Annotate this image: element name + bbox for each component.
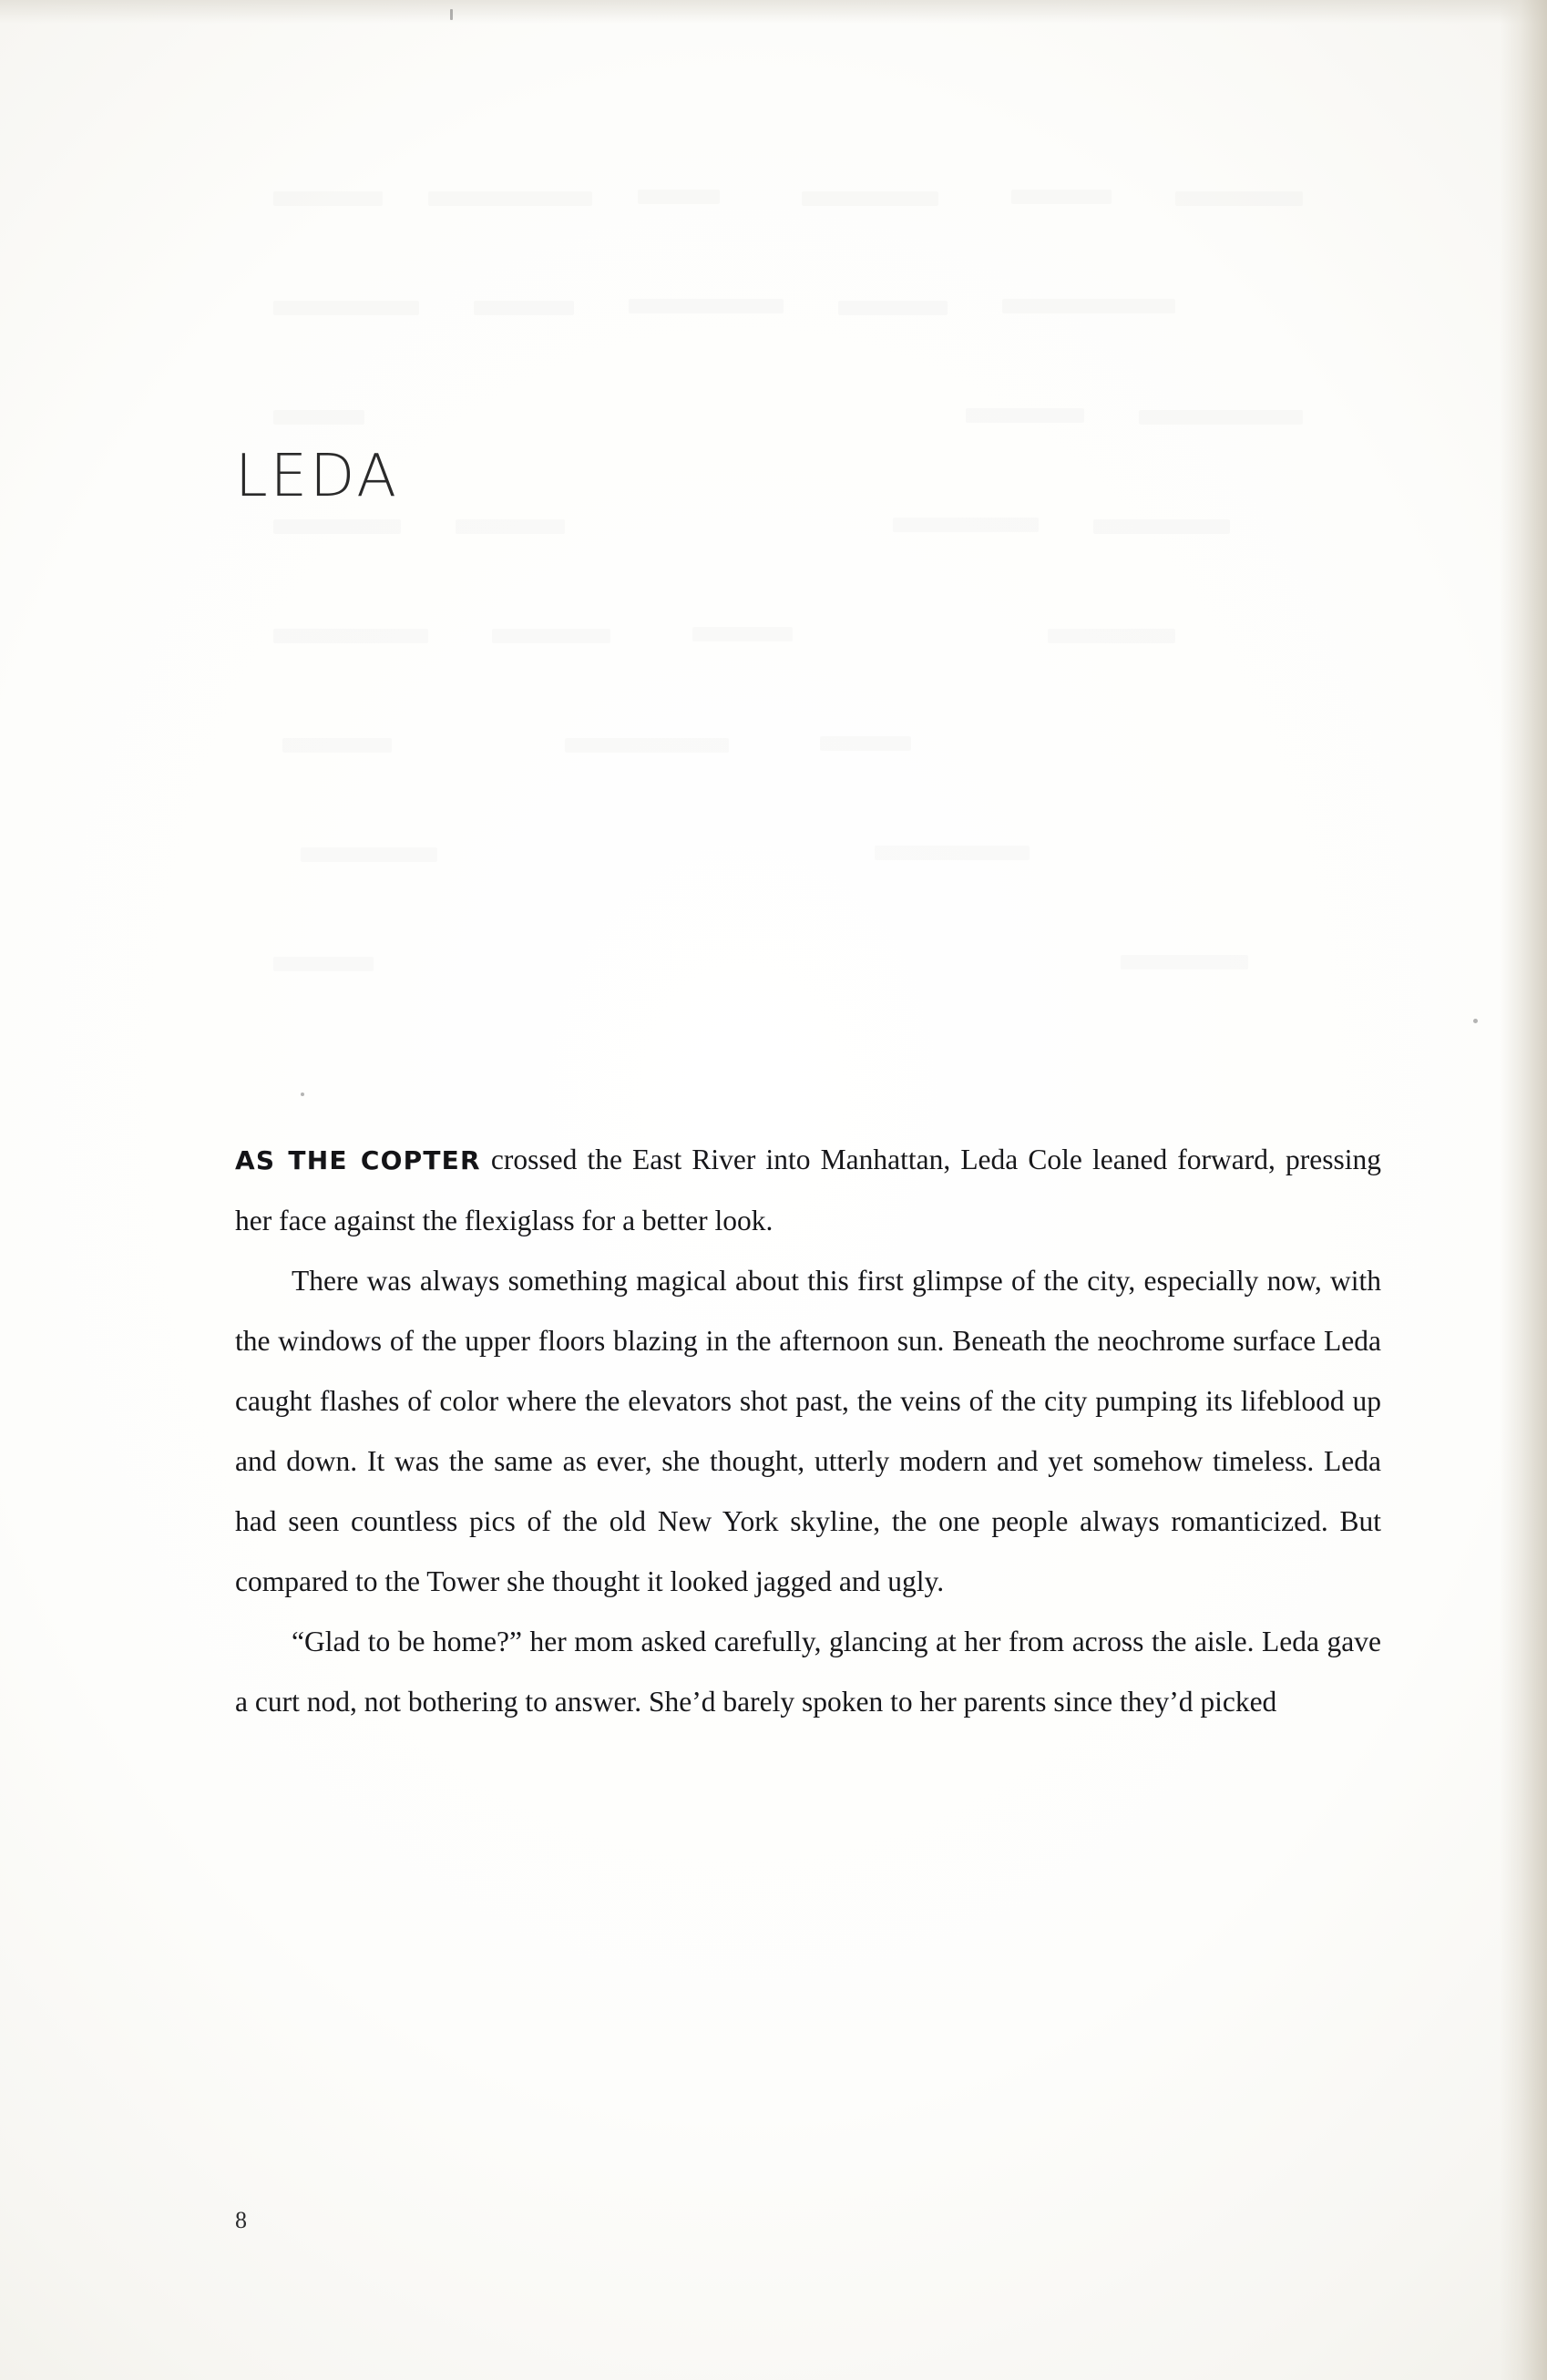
paragraph-2: There was always something magical about this first glimpse of the city, especially now, with the windows of the upper floors blazing in the afternoon sun. Beneath the neochrome surface Leda caught flashes of color where the elevators shot past, the veins of the city pumping its lifeblood up and down. It was the same as ever, she thought, utterly modern and yet somehow timeless. Leda had seen countless pics of the old New York skyline, the one people always romanticized. But compared to the Tower she thought it looked jagged and ugly.	[235, 1265, 1381, 1597]
page-right-gutter-shadow	[1500, 0, 1547, 2380]
paragraph-1-text: crossed the East River into Manhattan, Leda Cole leaned forward, pressing her face against the flexiglass for a better look.	[235, 1144, 1381, 1236]
paragraph-lead-in: AS THE COPTER	[235, 1145, 481, 1175]
chapter-title: LEDA	[235, 442, 400, 510]
paragraph-1	[235, 1130, 1381, 1251]
paragraph-3: “Glad to be home?” her mom asked carefully, glancing at her from across the aisle. Leda gave a curt nod, not bothering to answer. She’d barely spoken to her parents since they’d picked	[235, 1626, 1381, 1718]
page-number: 8	[235, 2207, 247, 2233]
body-text	[235, 1130, 1381, 1732]
page-content	[235, 0, 1383, 2380]
scan-speck	[1473, 1019, 1478, 1023]
